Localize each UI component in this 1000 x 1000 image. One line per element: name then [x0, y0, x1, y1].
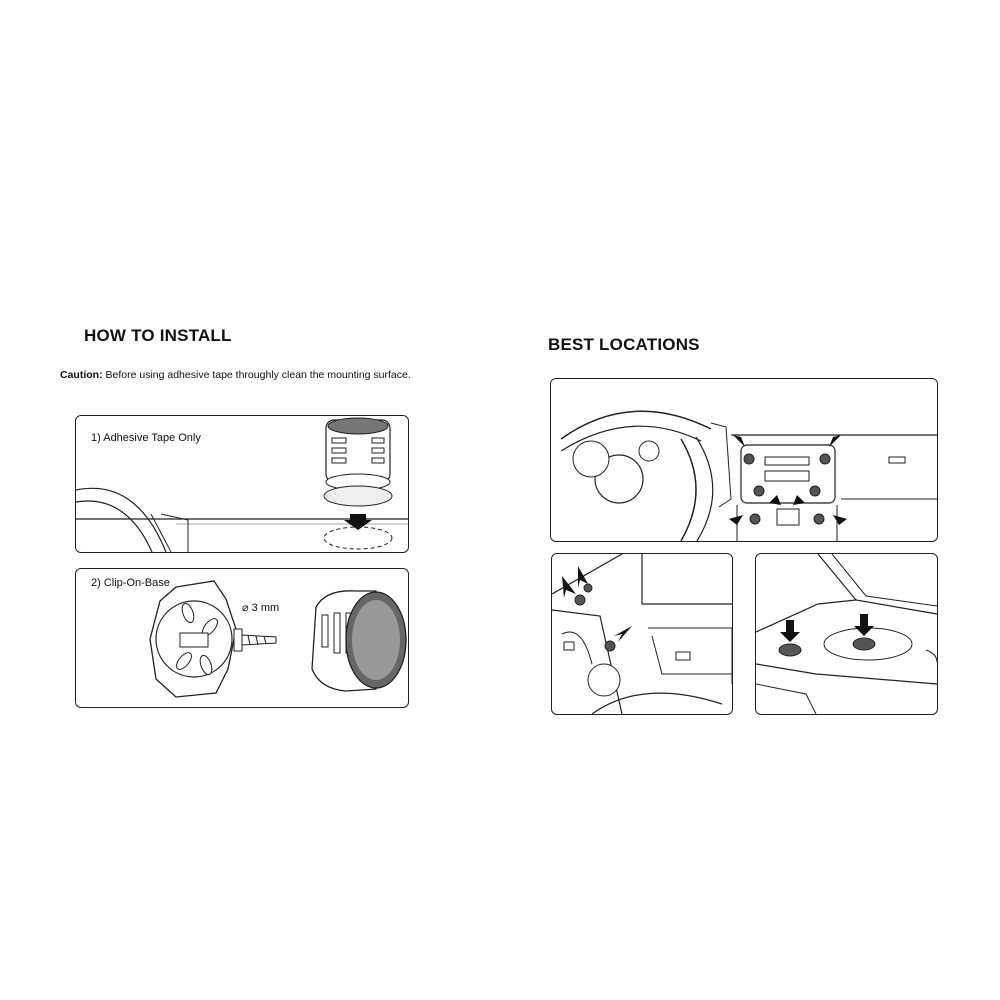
mic-spot-icon: [605, 641, 615, 651]
adhesive-tape-panel: [75, 415, 409, 553]
mic-spot-icon: [814, 514, 824, 524]
screw-icon: [234, 629, 276, 651]
adhesive-tape-illustration: [76, 416, 408, 552]
mic-spot-icon: [750, 514, 760, 524]
mic-spot-icon: [575, 595, 585, 605]
arrow-icon: [614, 626, 632, 642]
rear-deck-illustration: [756, 554, 937, 714]
mic-spot-icon: [584, 584, 592, 592]
door-illustration: [552, 554, 732, 714]
adhesive-pad-icon: [324, 486, 392, 506]
caution-note: [60, 369, 411, 381]
microphone-icon: [326, 418, 390, 490]
mic-spot-icon: [744, 454, 754, 464]
clip-on-base-panel: [75, 568, 409, 708]
clip-on-base-label: 2) Clip-On-Base: [91, 577, 170, 589]
dashboard-location-panel: [550, 378, 938, 542]
mic-spot-icon: [810, 486, 820, 496]
arrow-icon: [729, 515, 743, 525]
mic-spot-icon: [754, 486, 764, 496]
microphone-icon: [312, 591, 406, 691]
dashboard-illustration: [551, 379, 937, 541]
caution-label: Caution:: [60, 369, 103, 381]
how-to-install-heading: HOW TO INSTALL: [84, 326, 232, 345]
arrow-icon: [833, 515, 847, 525]
best-locations-heading: BEST LOCATIONS: [548, 335, 700, 354]
clip-on-base-illustration: [76, 569, 408, 707]
arrow-icon: [562, 576, 576, 598]
rear-deck-location-panel: [755, 553, 938, 715]
mic-spot-icon: [820, 454, 830, 464]
caution-text: Before using adhesive tape throughly clean the mounting surface.: [105, 369, 411, 381]
mic-spot-icon: [853, 638, 875, 650]
screw-size-label: ⌀ 3 mm: [242, 602, 280, 614]
adhesive-tape-label: 1) Adhesive Tape Only: [91, 432, 201, 444]
arrow-down-icon: [780, 620, 800, 642]
door-location-panel: [551, 553, 733, 715]
target-area-icon: [324, 527, 392, 549]
mic-spot-icon: [779, 644, 801, 656]
clip-base-icon: [150, 581, 236, 697]
